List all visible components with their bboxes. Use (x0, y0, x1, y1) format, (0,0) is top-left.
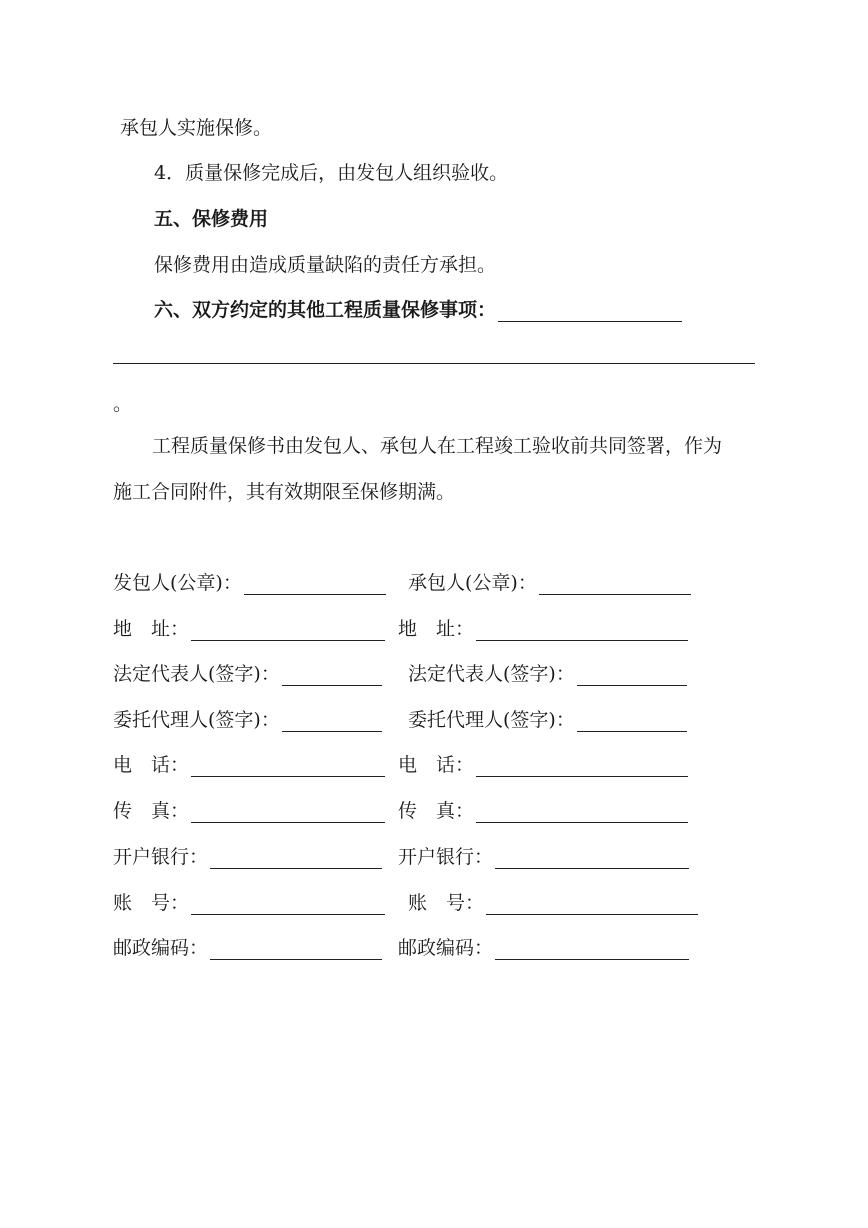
blank-line[interactable] (495, 939, 689, 960)
blank-line[interactable] (476, 802, 688, 823)
paragraph-text: 施工合同附件，其有效期限至保修期满。 (113, 481, 456, 503)
field-legal-rep-a (113, 662, 382, 686)
field-postcode-a (113, 936, 382, 960)
blank-line[interactable] (498, 301, 682, 322)
field-address-a (113, 617, 385, 641)
field-agent-a (113, 708, 382, 732)
field-legal-rep-b (408, 662, 687, 686)
blank-line[interactable] (476, 756, 688, 777)
field-label: 地 址： (113, 618, 190, 640)
section-heading (154, 298, 682, 322)
blank-line[interactable] (191, 894, 385, 915)
field-label: 开户银行： (113, 846, 209, 868)
field-fax-b (398, 799, 688, 823)
field-account-a (113, 891, 385, 915)
field-bank-b (398, 845, 689, 869)
field-label: 地 址： (398, 618, 475, 640)
field-label: 承包人(公章)： (408, 572, 537, 594)
blank-line[interactable] (244, 574, 386, 595)
blank-line[interactable] (476, 620, 688, 641)
paragraph-text: 承包人实施保修。 (120, 117, 273, 139)
blank-line[interactable] (495, 848, 689, 869)
paragraph-text: 保修费用由造成质量缺陷的责任方承担。 (154, 254, 497, 276)
field-label: 法定代表人(签字)： (113, 663, 280, 685)
blank-line[interactable] (113, 363, 755, 364)
field-label: 法定代表人(签字)： (408, 663, 575, 685)
field-label: 邮政编码： (398, 937, 494, 959)
blank-line[interactable] (282, 665, 382, 686)
blank-line[interactable] (577, 711, 687, 732)
blank-line[interactable] (486, 894, 698, 915)
field-label: 电 话： (398, 754, 475, 776)
paragraph-text: 工程质量保修书由发包人、承包人在工程竣工验收前共同签署，作为 (152, 435, 723, 457)
blank-line[interactable] (210, 848, 382, 869)
field-label: 发包人(公章)： (113, 572, 242, 594)
field-account-b (408, 891, 698, 915)
field-label: 账 号： (113, 892, 190, 914)
paragraph-text: 。 (113, 393, 133, 415)
section-heading: 五、保修费用 (154, 208, 269, 230)
field-fax-a (113, 799, 385, 823)
blank-line[interactable] (539, 574, 691, 595)
blank-line[interactable] (282, 711, 382, 732)
field-label: 账 号： (408, 892, 485, 914)
blank-line[interactable] (191, 802, 385, 823)
field-phone-b (398, 753, 688, 777)
field-phone-a (113, 753, 385, 777)
field-address-b (398, 617, 688, 641)
field-label: 委托代理人(签字)： (408, 709, 575, 731)
field-postcode-b (398, 936, 689, 960)
field-label: 开户银行： (398, 846, 494, 868)
field-bank-a (113, 845, 382, 869)
blank-line[interactable] (191, 756, 385, 777)
paragraph-text: 4．质量保修完成后，由发包人组织验收。 (154, 162, 509, 184)
field-label: 传 真： (113, 800, 190, 822)
blank-line[interactable] (577, 665, 687, 686)
field-label: 委托代理人(签字)： (113, 709, 280, 731)
field-label: 传 真： (398, 800, 475, 822)
field-party-a (113, 571, 386, 595)
field-party-b (408, 571, 691, 595)
section-heading-text: 六、双方约定的其他工程质量保修事项： (154, 299, 497, 321)
field-label: 邮政编码： (113, 937, 209, 959)
blank-line[interactable] (210, 939, 382, 960)
field-label: 电 话： (113, 754, 190, 776)
field-agent-b (408, 708, 687, 732)
blank-line[interactable] (191, 620, 385, 641)
